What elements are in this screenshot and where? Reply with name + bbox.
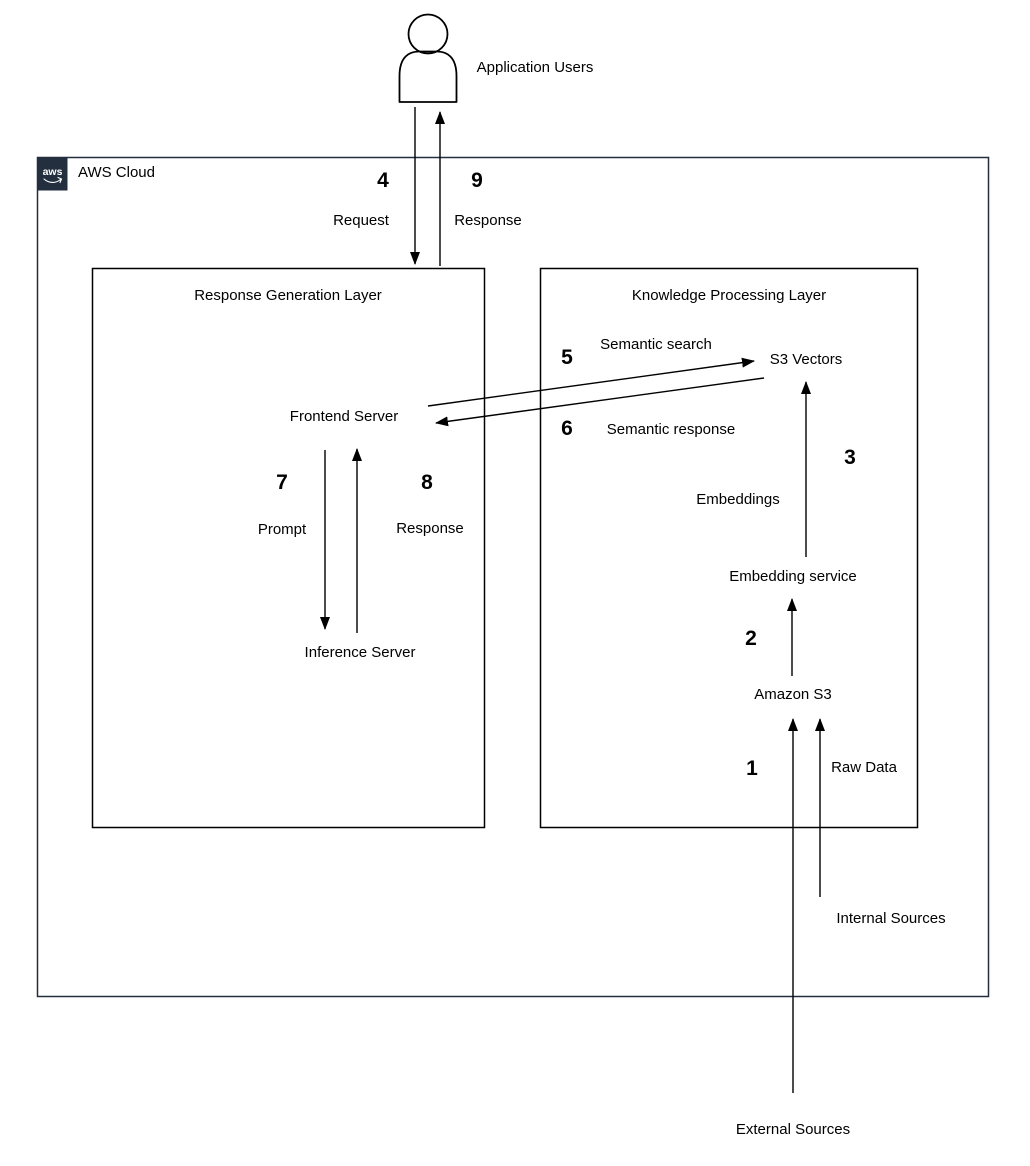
frontend-server-label: Frontend Server bbox=[289, 408, 399, 425]
knowledge-processing-layer-box bbox=[541, 269, 918, 828]
step-1-number: 1 bbox=[746, 757, 758, 780]
embeddings-label: Embeddings bbox=[696, 491, 780, 508]
s3-vectors-label: S3 Vectors bbox=[769, 351, 843, 368]
inference-server-label: Inference Server bbox=[304, 644, 416, 661]
response-generation-layer-title: Response Generation Layer bbox=[194, 287, 382, 304]
application-users-label: Application Users bbox=[476, 59, 594, 76]
amazon-s3-label: Amazon S3 bbox=[754, 686, 832, 703]
semantic-search-arrow bbox=[428, 361, 754, 406]
response-to-user-label: Response bbox=[454, 212, 522, 229]
user-icon bbox=[400, 15, 457, 103]
step-3-number: 3 bbox=[844, 446, 856, 469]
aws-cloud-label: AWS Cloud bbox=[78, 164, 155, 181]
external-sources-label: External Sources bbox=[735, 1121, 851, 1138]
step-9-number: 9 bbox=[471, 169, 483, 192]
response-from-inference-label: Response bbox=[396, 520, 464, 537]
step-6-number: 6 bbox=[561, 417, 573, 440]
response-generation-layer-box bbox=[93, 269, 485, 828]
step-8-number: 8 bbox=[421, 471, 433, 494]
step-7-number: 7 bbox=[276, 471, 288, 494]
request-label: Request bbox=[333, 212, 389, 229]
step-5-number: 5 bbox=[561, 346, 573, 369]
aws-logo-text: aws bbox=[42, 166, 63, 178]
knowledge-processing-layer-title: Knowledge Processing Layer bbox=[631, 287, 827, 304]
raw-data-label: Raw Data bbox=[831, 759, 897, 776]
semantic-search-label: Semantic search bbox=[600, 336, 712, 353]
step-4-number: 4 bbox=[377, 169, 389, 192]
prompt-label: Prompt bbox=[257, 521, 307, 538]
embedding-service-label: Embedding service bbox=[729, 568, 857, 585]
step-2-number: 2 bbox=[745, 627, 757, 650]
semantic-response-label: Semantic response bbox=[606, 421, 736, 438]
aws-logo bbox=[38, 158, 68, 191]
internal-sources-label: Internal Sources bbox=[836, 910, 946, 927]
